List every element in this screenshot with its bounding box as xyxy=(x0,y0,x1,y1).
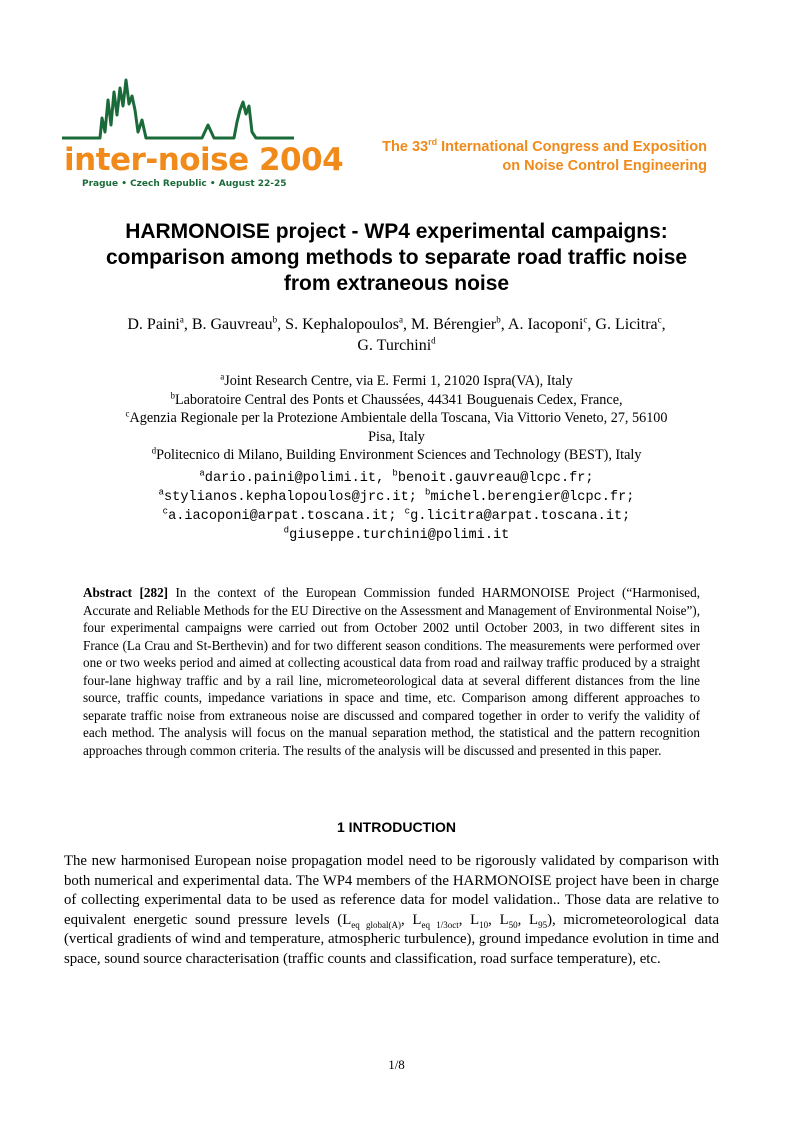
abstract-label: Abstract [282] xyxy=(83,585,169,600)
paper-title: HARMONOISE project - WP4 experimental campaigns: comparison among methods to separate road traffic noise from extraneous noise xyxy=(105,220,688,295)
email-link[interactable]: g.licitra@arpat.toscana.it; xyxy=(410,509,631,524)
author-list: D. Paini$^a$, B. Gauvreau$^b$, S. Kephalopoulos$^a$, M. Bérengier$^b$, A. Iacoponi$^c$, G. Licitra$^c$, G. Turchini$^d$ xyxy=(127,314,666,354)
conference-heading xyxy=(382,138,707,176)
affiliation-c: $^c$Agenzia Regionale per la Protezione Ambientale della Toscana, Via Vittorio Veneto, 27, 56100 xyxy=(125,408,668,426)
email-link[interactable]: a.iacoponi@arpat.toscana.it; xyxy=(168,509,405,524)
page-number: 1/8 xyxy=(388,1057,405,1072)
logo-subtitle: Prague • Czech Republic • August 22-25 xyxy=(82,179,287,189)
conference-line-1: The 33rd International Congress and Exposition xyxy=(382,137,707,155)
abstract-text: In the context of the European Commission funded HARMONOISE Project (“Harmonised, Accurate and Reliable Methods for the EU Directive on the Assessment and Management of Environmental Noise”), four experimental campaigns were carried out from October 2002 until October 2003, in two different sites in France (La Crau and St-Berthevin) and for two different season conditions. The measurements were performed over one or two weeks period and aimed at collecting acoustical data from road and railway traffic produced by a straight four-lane highway traffic and by a rail line, micrometeorological data at several different distances from the line source, traffic counts, impedance variations in space and time, etc. Comparison among different approaches to separate traffic noise from extraneous noise are discussed and compared together in order to verify the validity of each method. The analysis will focus on the manual separation method, the statistical and the pattern recognition approaches through common criteria. The results of the analysis will be discussed and presented in this paper. xyxy=(83,585,700,758)
logo-wordmark: inter-noise 2004 xyxy=(64,142,344,178)
email-link[interactable]: dario.paini@polimi.it, xyxy=(204,471,393,486)
affiliation-b: $^b$Laboratoire Central des Ponts et Chaussées, 44341 Bouguenais Cedex, France, xyxy=(170,389,623,408)
affiliations xyxy=(40,372,753,465)
inter-noise-logo xyxy=(62,70,344,192)
email-link[interactable]: michel.berengier@lcpc.fr; xyxy=(430,490,635,505)
section-heading: 1 INTRODUCTION xyxy=(337,819,456,835)
email-list: $^a$dario.paini@polimi.it, $^b$benoit.gauvreau@lcpc.fr; $^a$stylianos.kephalopoulos@jrc.it; $^b$michel.berengier@lcpc.fr; $^c$a.iacoponi@arpat.toscana.it; $^c$g.licitra@arpat.toscana.it; $^d$giuseppe.turchini@polimi.it xyxy=(158,468,635,543)
email-link[interactable]: stylianos.kephalopoulos@jrc.it; xyxy=(164,490,426,505)
affiliation-c-cont: Pisa, Italy xyxy=(368,428,425,445)
conference-line-2: on Noise Control Engineering xyxy=(502,158,707,174)
affiliation-a: $^a$Joint Research Centre, via E. Fermi 1, 21020 Ispra(VA), Italy xyxy=(220,371,573,389)
email-link[interactable]: giuseppe.turchini@polimi.it xyxy=(289,528,510,543)
abstract xyxy=(83,584,700,759)
email-link[interactable]: benoit.gauvreau@lcpc.fr; xyxy=(397,471,594,486)
affiliation-d: $^d$Politecnico di Milano, Building Environment Sciences and Technology (BEST), Italy xyxy=(151,445,642,463)
intro-paragraph: The new harmonised European noise propagation model need to be rigorously validated by comparison with both numerical and experimental data. The WP4 members of the HARMONOISE project have been in charge of collecting experimental data to be used as reference data for model validation.. Those data are relative to equivalent energetic sound pressure levels ($L_{eq global(A)}$, $L_{eq 1/3oct}$, $L_{10}$, $L_{50}$, $L_{95}$), micrometeorological data (vertical gradients of wind and temperature, atmospheric turbulence), ground impedance evolution in time and space, sound source characterisation (traffic counts and classification, road surface temperature), etc. xyxy=(64,853,720,967)
prague-skyline-icon xyxy=(62,70,294,146)
